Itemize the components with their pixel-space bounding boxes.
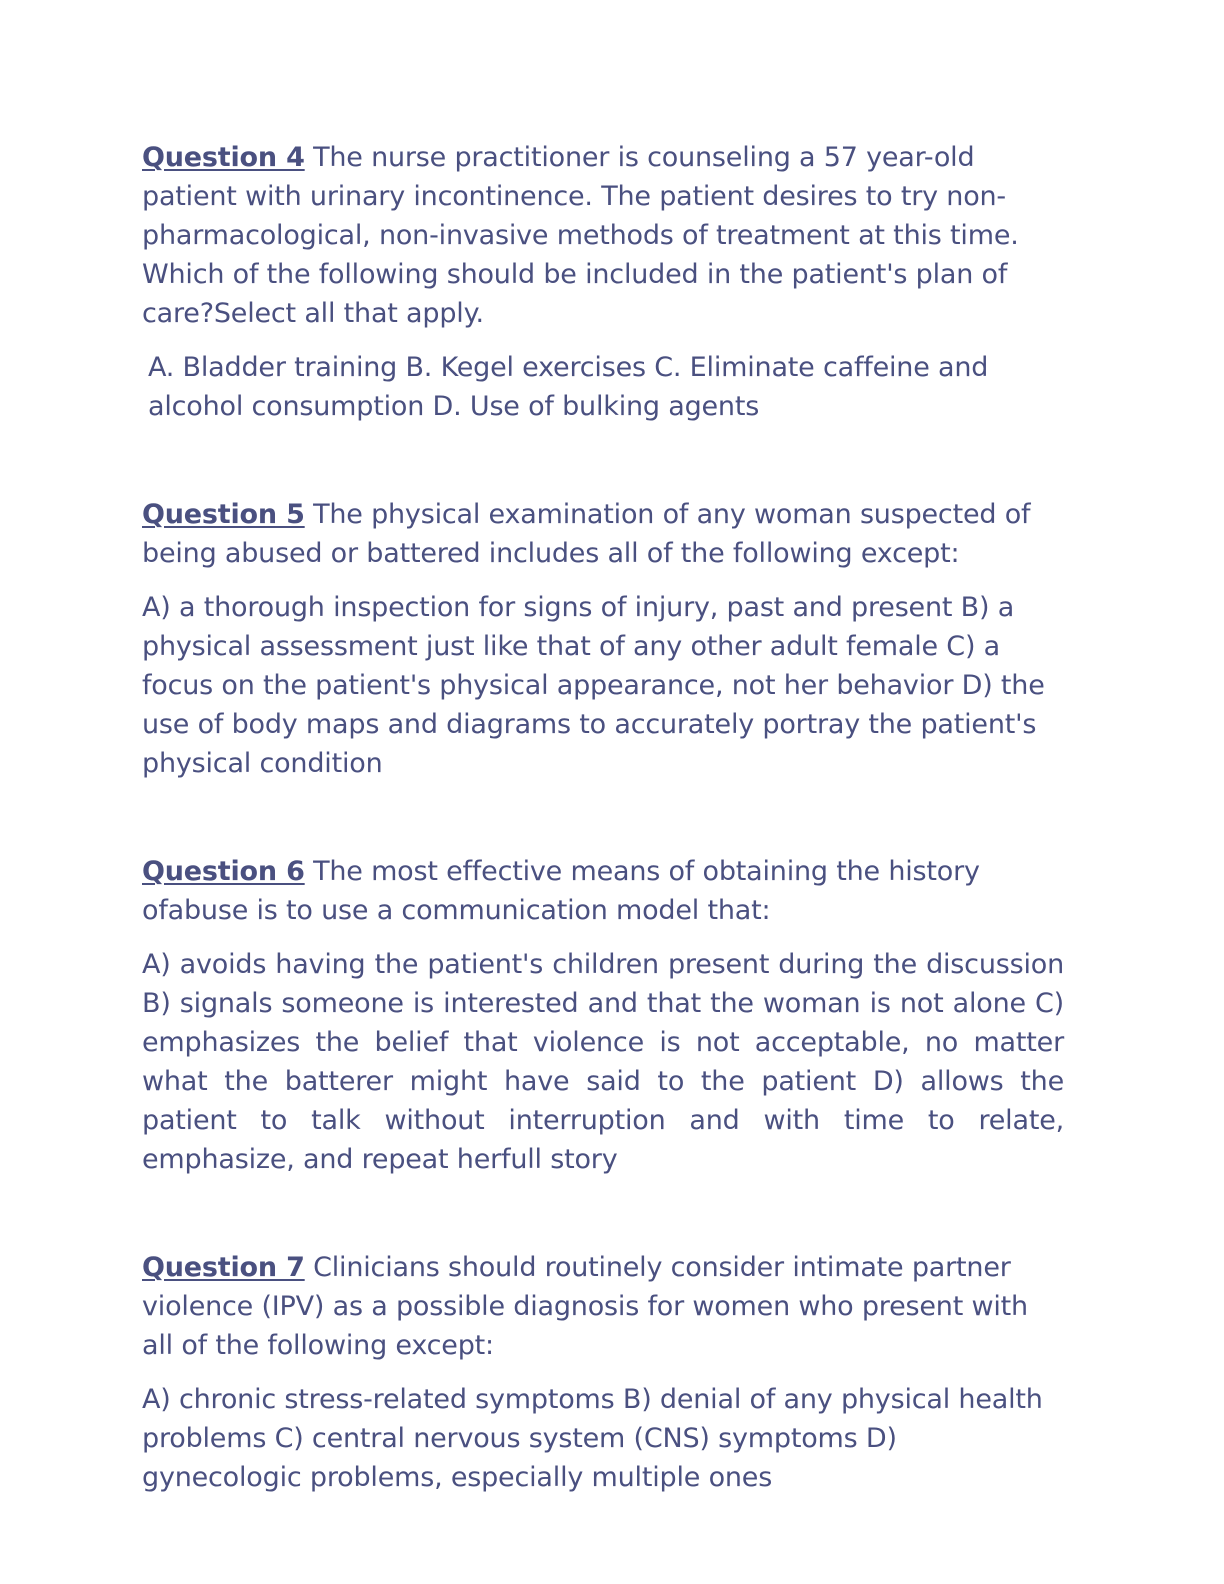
question-text: The most effective means of obtaining the history ofabuse is to use a communication model that:	[142, 856, 980, 926]
question-5	[142, 495, 1064, 783]
document-page	[142, 138, 1064, 1497]
question-label: Question 4	[142, 142, 305, 173]
question-text: The nurse practitioner is counseling a 57 year-old patient with urinary incontinence. The patient desires to try non-pharmacological, non-invasive methods of treatment at this time. Which of the following should be included in the patient's plan of care?Select all that apply.	[142, 142, 1019, 329]
answer-options: A) a thorough inspection for signs of injury, past and present B) a physical assessment just like that of any other adult female C) a focus on the patient's physical appearance, not her behavior D) the use of body maps and diagrams to accurately portray the patient's physical condition	[142, 592, 1045, 779]
question-stem	[142, 495, 1064, 573]
question-label: Question 5	[142, 499, 305, 530]
question-stem	[142, 138, 1064, 333]
question-stem	[142, 1248, 1064, 1365]
question-4	[142, 138, 1064, 426]
answer-options: A. Bladder training B. Kegel exercises C. Eliminate caffeine and alcohol consumption D. Use of bulking agents	[148, 352, 989, 422]
question-6	[142, 852, 1064, 1179]
question-text: The physical examination of any woman suspected of being abused or battered includes all of the following except:	[142, 499, 1031, 569]
answer-options: A) avoids having the patient's children present during the discussion B) signals someone is interested and that the woman is not alone C) emphasizes the belief that violence is not acceptable, no matter what the batterer might have said to the patient D) allows the patient to talk without interruption and with time to relate, emphasize, and repeat herfull story	[142, 949, 1064, 1175]
question-label: Question 7	[142, 1252, 305, 1283]
question-7	[142, 1248, 1064, 1497]
question-label: Question 6	[142, 856, 305, 887]
question-stem	[142, 852, 1064, 930]
question-text: Clinicians should routinely consider intimate partner violence (IPV) as a possible diagnosis for women who present with all of the following except:	[142, 1252, 1028, 1361]
answer-options: A) chronic stress-related symptoms B) denial of any physical health problems C) central nervous system (CNS) symptoms D) gynecologic problems, especially multiple ones	[142, 1384, 1043, 1493]
